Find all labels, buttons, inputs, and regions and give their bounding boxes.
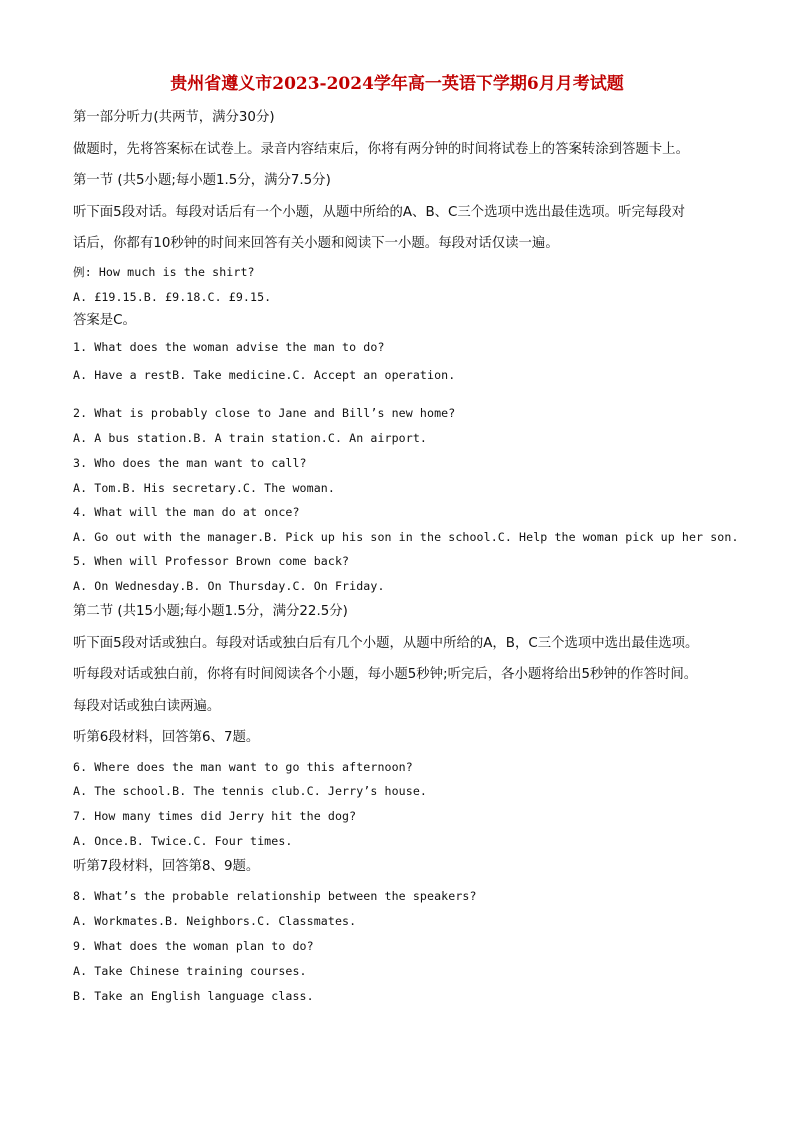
section2-instructions-line3: 每段对话或独白读两遍。: [73, 699, 221, 714]
section1-instructions-line1: 听下面5段对话。每段对话后有一个小题，从题中所给的A、B、C三个选项中选出最佳选项。听完每段对: [73, 205, 686, 220]
question-5-options: A. On Wednesday.B. On Thursday.C. On Friday.: [73, 579, 385, 593]
part1-instructions: 做题时，先将答案标在试卷上。录音内容结束后，你将有两分钟的时间将试卷上的答案转涂到答题卡上。: [73, 142, 689, 157]
question-6-options: A. The school.B. The tennis club.C. Jerry’s house.: [73, 784, 428, 798]
question-9: 9. What does the woman plan to do?: [73, 939, 314, 953]
example-question: 例: How much is the shirt?: [73, 265, 255, 279]
question-3-options: A. Tom.B. His secretary.C. The woman.: [73, 481, 335, 495]
question-2: 2. What is probably close to Jane and Bill’s new home?: [73, 406, 456, 420]
question-7: 7. How many times did Jerry hit the dog?: [73, 809, 357, 823]
example-options: A. £19.15.B. £9.18.C. £9.15.: [73, 290, 272, 304]
material-7-heading: 听第7段材料，回答第8、9题。: [73, 859, 260, 874]
question-5: 5. When will Professor Brown come back?: [73, 554, 350, 568]
question-7-options: A. Once.B. Twice.C. Four times.: [73, 834, 293, 848]
part1-heading: 第一部分听力(共两节，满分30分): [73, 110, 275, 125]
example-answer: 答案是C。: [73, 313, 136, 328]
section2-instructions-line1: 听下面5段对话或独白。每段对话或独白后有几个小题，从题中所给的A，B，C三个选项中选出最佳选项。: [73, 636, 699, 651]
section1-heading: 第一节 (共5小题;每小题1.5分，满分7.5分): [73, 173, 331, 188]
page-title: 贵州省遵义市2023-2024学年高一英语下学期6月月考试题: [170, 74, 624, 94]
section1-instructions-line2: 话后，你都有10秒钟的时间来回答有关小题和阅读下一小题。每段对话仅读一遍。: [73, 236, 559, 251]
question-4-options: A. Go out with the manager.B. Pick up his son in the school.C. Help the woman pick up her son.: [73, 530, 739, 544]
question-9-option-b: B. Take an English language class.: [73, 989, 314, 1003]
question-8-options: A. Workmates.B. Neighbors.C. Classmates.: [73, 914, 357, 928]
question-1-options: A. Have a restB. Take medicine.C. Accept an operation.: [73, 368, 456, 382]
question-1: 1. What does the woman advise the man to do?: [73, 340, 385, 354]
material-6-heading: 听第6段材料，回答第6、7题。: [73, 730, 260, 745]
section2-instructions-line2: 听每段对话或独白前，你将有时间阅读各个小题，每小题5秒钟;听完后，各小题将给出5秒钟的作答时间。: [73, 667, 698, 682]
question-3: 3. Who does the man want to call?: [73, 456, 307, 470]
section2-heading: 第二节 (共15小题;每小题1.5分，满分22.5分): [73, 604, 348, 619]
question-2-options: A. A bus station.B. A train station.C. An airport.: [73, 431, 428, 445]
question-6: 6. Where does the man want to go this afternoon?: [73, 760, 413, 774]
question-9-option-a: A. Take Chinese training courses.: [73, 964, 307, 978]
question-8: 8. What’s the probable relationship between the speakers?: [73, 889, 477, 903]
question-4: 4. What will the man do at once?: [73, 505, 300, 519]
